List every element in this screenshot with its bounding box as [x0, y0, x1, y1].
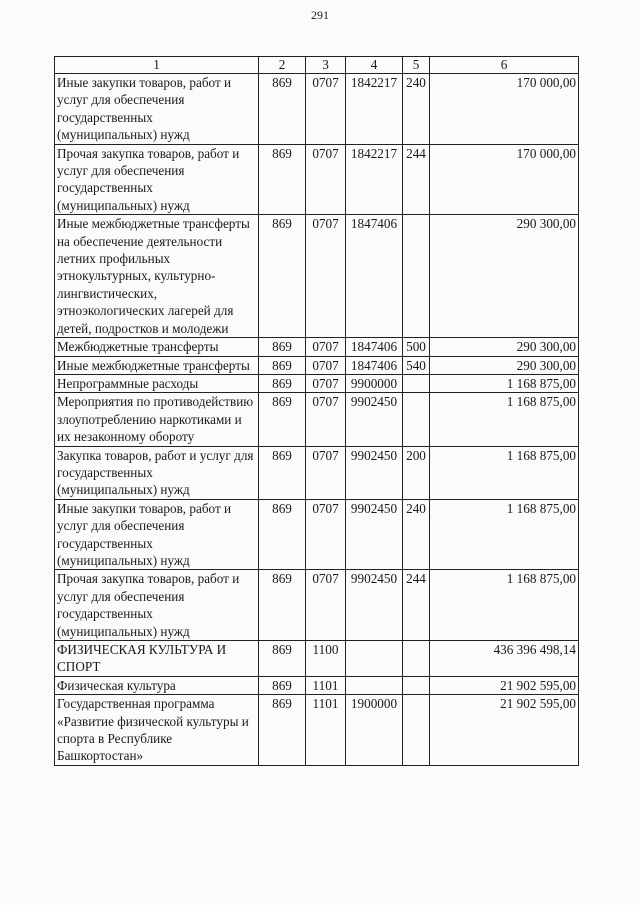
row-amount: 290 300,00 — [430, 215, 579, 338]
header-cell: 1 — [55, 57, 259, 74]
header-cell: 5 — [403, 57, 430, 74]
row-amount: 436 396 498,14 — [430, 641, 579, 677]
row-col2: 869 — [259, 356, 306, 374]
row-col4: 1842217 — [346, 74, 403, 145]
table-row — [55, 374, 579, 392]
header-cell: 2 — [259, 57, 306, 74]
table-row — [55, 695, 579, 766]
row-col4: 1847406 — [346, 215, 403, 338]
row-name: Иные закупки товаров, работ и услуг для обеспечения государственных (муниципальных) нужд — [55, 74, 259, 145]
row-col2: 869 — [259, 641, 306, 677]
row-amount: 21 902 595,00 — [430, 676, 579, 694]
header-cell: 6 — [430, 57, 579, 74]
row-col4: 9902450 — [346, 499, 403, 570]
row-col3: 0707 — [306, 499, 346, 570]
row-name: Прочая закупка товаров, работ и услуг для обеспечения государственных (муниципальных) нужд — [55, 570, 259, 641]
row-col3: 0707 — [306, 74, 346, 145]
row-amount: 21 902 595,00 — [430, 695, 579, 766]
row-col5: 244 — [403, 570, 430, 641]
table-row — [55, 499, 579, 570]
row-col3: 0707 — [306, 374, 346, 392]
row-col3: 0707 — [306, 393, 346, 446]
row-name: ФИЗИЧЕСКАЯ КУЛЬТУРА И СПОРТ — [55, 641, 259, 677]
row-name: Межбюджетные трансферты — [55, 338, 259, 356]
row-col2: 869 — [259, 144, 306, 215]
row-col5: 240 — [403, 74, 430, 145]
row-name: Иные закупки товаров, работ и услуг для обеспечения государственных (муниципальных) нужд — [55, 499, 259, 570]
table-row — [55, 356, 579, 374]
row-col5: 540 — [403, 356, 430, 374]
row-amount: 290 300,00 — [430, 338, 579, 356]
row-amount: 1 168 875,00 — [430, 446, 579, 499]
table-row — [55, 446, 579, 499]
row-col3: 0707 — [306, 570, 346, 641]
row-name: Непрограммные расходы — [55, 374, 259, 392]
table-row — [55, 641, 579, 677]
row-col5 — [403, 374, 430, 392]
row-col4: 9902450 — [346, 446, 403, 499]
table-header-row — [55, 57, 579, 74]
row-name: Иные межбюджетные трансферты — [55, 356, 259, 374]
row-col4: 9902450 — [346, 570, 403, 641]
row-col3: 0707 — [306, 215, 346, 338]
row-name: Мероприятия по противодействию злоупотреблению наркотиками и их незаконному обороту — [55, 393, 259, 446]
row-col5 — [403, 641, 430, 677]
row-col3: 0707 — [306, 446, 346, 499]
page-number: 291 — [311, 8, 329, 22]
row-amount: 1 168 875,00 — [430, 570, 579, 641]
row-name: Иные межбюджетные трансферты на обеспечение деятельности летних профильных этнокультурных, культурно-лингвистических, этноэкологических лагерей для детей, подростков и молодежи — [55, 215, 259, 338]
row-col3: 0707 — [306, 338, 346, 356]
row-amount: 290 300,00 — [430, 356, 579, 374]
row-col5: 240 — [403, 499, 430, 570]
row-col5: 200 — [403, 446, 430, 499]
row-col4: 9902450 — [346, 393, 403, 446]
table-row — [55, 393, 579, 446]
row-col4 — [346, 641, 403, 677]
row-col5 — [403, 676, 430, 694]
row-col5 — [403, 393, 430, 446]
table-row — [55, 74, 579, 145]
row-col2: 869 — [259, 393, 306, 446]
row-col4: 9900000 — [346, 374, 403, 392]
row-col2: 869 — [259, 570, 306, 641]
row-col5 — [403, 215, 430, 338]
row-col2: 869 — [259, 374, 306, 392]
table-row — [55, 570, 579, 641]
row-amount: 170 000,00 — [430, 74, 579, 145]
row-amount: 1 168 875,00 — [430, 499, 579, 570]
row-col3: 1100 — [306, 641, 346, 677]
table-row — [55, 338, 579, 356]
row-amount: 1 168 875,00 — [430, 393, 579, 446]
row-col2: 869 — [259, 74, 306, 145]
row-name: Закупка товаров, работ и услуг для государственных (муниципальных) нужд — [55, 446, 259, 499]
row-col3: 1101 — [306, 695, 346, 766]
row-col3: 1101 — [306, 676, 346, 694]
table-row — [55, 144, 579, 215]
header-cell: 3 — [306, 57, 346, 74]
budget-table — [54, 56, 579, 766]
header-cell: 4 — [346, 57, 403, 74]
row-col5: 500 — [403, 338, 430, 356]
row-col5: 244 — [403, 144, 430, 215]
row-col2: 869 — [259, 338, 306, 356]
row-name: Государственная программа «Развитие физической культуры и спорта в Республике Башкортостан» — [55, 695, 259, 766]
row-name: Прочая закупка товаров, работ и услуг для обеспечения государственных (муниципальных) нужд — [55, 144, 259, 215]
row-col2: 869 — [259, 446, 306, 499]
row-col2: 869 — [259, 695, 306, 766]
row-col2: 869 — [259, 499, 306, 570]
row-col4 — [346, 676, 403, 694]
row-col2: 869 — [259, 676, 306, 694]
row-name: Физическая культура — [55, 676, 259, 694]
row-col3: 0707 — [306, 144, 346, 215]
table-row — [55, 676, 579, 694]
row-col4: 1900000 — [346, 695, 403, 766]
row-col4: 1847406 — [346, 356, 403, 374]
row-amount: 170 000,00 — [430, 144, 579, 215]
row-amount: 1 168 875,00 — [430, 374, 579, 392]
row-col4: 1842217 — [346, 144, 403, 215]
table-row — [55, 215, 579, 338]
row-col3: 0707 — [306, 356, 346, 374]
row-col4: 1847406 — [346, 338, 403, 356]
row-col2: 869 — [259, 215, 306, 338]
row-col5 — [403, 695, 430, 766]
